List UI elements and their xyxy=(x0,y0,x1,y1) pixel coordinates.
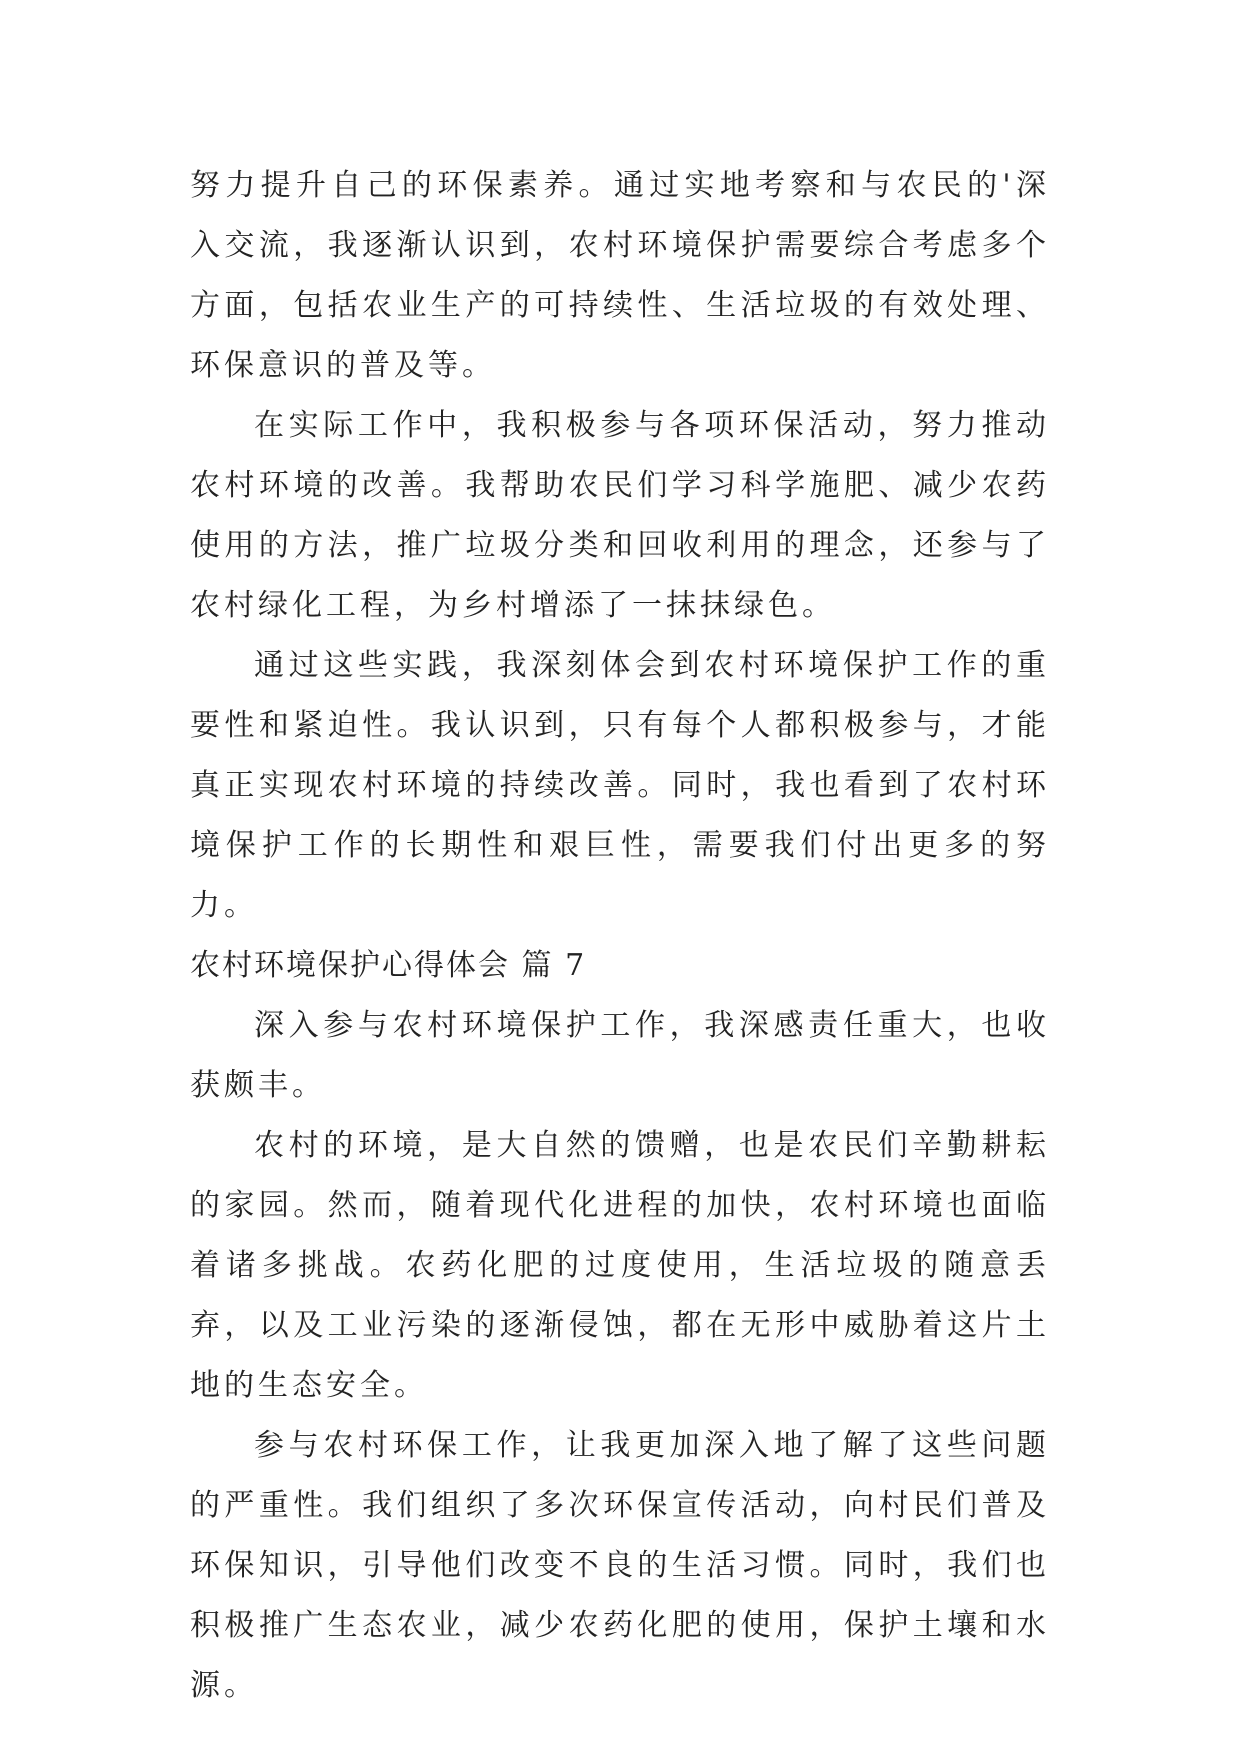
paragraph-6: 参与农村环保工作，让我更加深入地了解了这些问题的严重性。我们组织了多次环保宣传活动，向村民们普及环保知识，引导他们改变不良的生活习惯。同时，我们也积极推广生态农业，减少农药化肥的使用，保护土壤和水源。 xyxy=(190,1428,1050,1703)
document-body xyxy=(190,156,1050,1716)
paragraph-5: 农村的环境，是大自然的馈赠，也是农民们辛勤耕耘的家园。然而，随着现代化进程的加快，农村环境也面临着诸多挑战。农药化肥的过度使用，生活垃圾的随意丢弃，以及工业污染的逐渐侵蚀，都在无形中威胁着这片土地的生态安全。 xyxy=(190,1128,1050,1403)
paragraph-3: 通过这些实践，我深刻体会到农村环境保护工作的重要性和紧迫性。我认识到，只有每个人都积极参与，才能真正实现农村环境的持续改善。同时，我也看到了农村环境保护工作的长期性和艰巨性，需要我们付出更多的努力。 xyxy=(190,648,1050,923)
paragraph-2: 在实际工作中，我积极参与各项环保活动，努力推动农村环境的改善。我帮助农民们学习科学施肥、减少农药使用的方法，推广垃圾分类和回收利用的理念，还参与了农村绿化工程，为乡村增添了一抹抹绿色。 xyxy=(190,408,1050,623)
paragraph-4: 深入参与农村环境保护工作，我深感责任重大，也收获颇丰。 xyxy=(190,1008,1050,1103)
section-heading: 农村环境保护心得体会 篇 7 xyxy=(190,948,587,983)
paragraph-1: 努力提升自己的环保素养。通过实地考察和与农民的'深入交流，我逐渐认识到，农村环境保护需要综合考虑多个方面，包括农业生产的可持续性、生活垃圾的有效处理、环保意识的普及等。 xyxy=(190,168,1050,383)
